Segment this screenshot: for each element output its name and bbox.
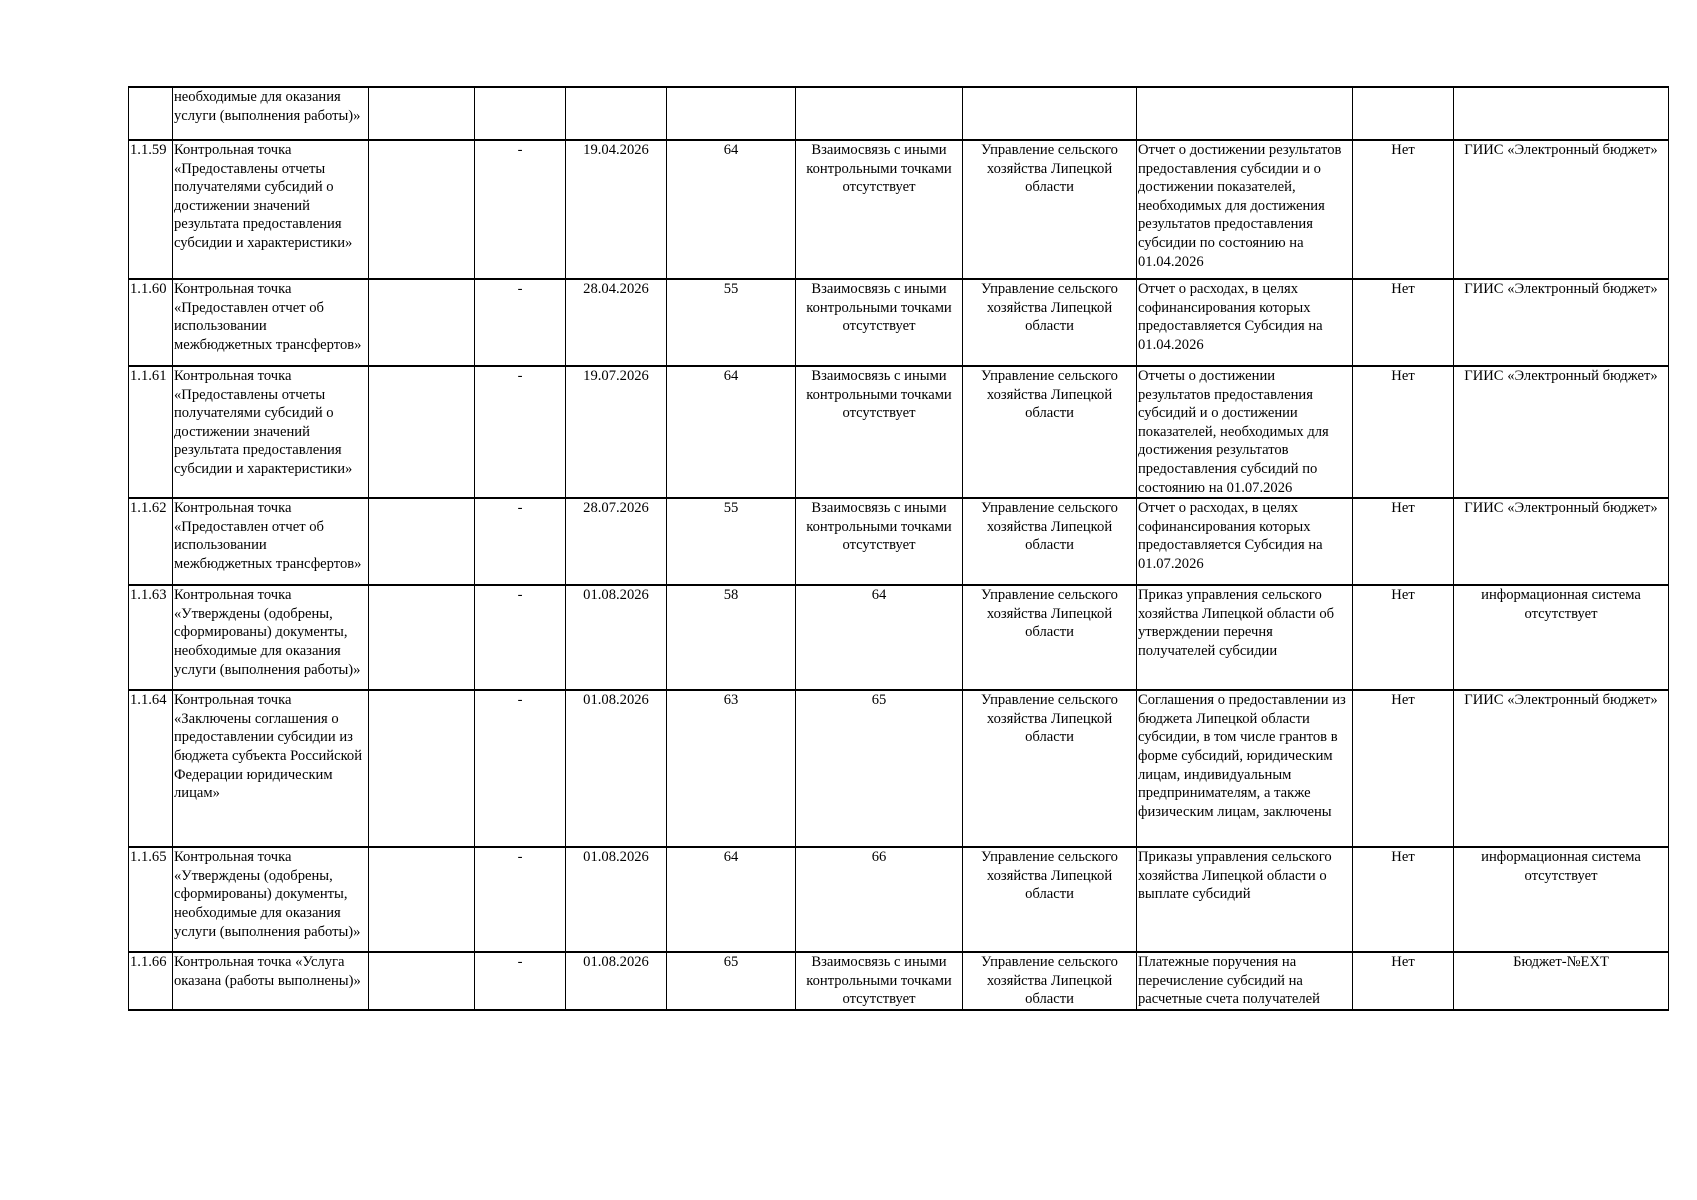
row-number-cell [129,87,173,140]
empty-column-cell [369,690,475,847]
successor-cell: 65 [796,690,963,847]
responsible-cell: Управление сельского хозяйства Липецкой области [963,847,1137,952]
predecessor-cell: 64 [667,140,796,279]
table-row [129,585,1669,690]
dash-cell: - [475,585,566,690]
table-row [129,690,1669,847]
flag-cell: Нет [1353,279,1454,366]
information-system-cell: информационная система отсутствует [1454,847,1669,952]
row-number-cell: 1.1.62 [129,498,173,585]
empty-column-cell [369,952,475,1010]
table-row [129,952,1669,1010]
information-system-cell: ГИИС «Электронный бюджет» [1454,690,1669,847]
information-system-cell: ГИИС «Электронный бюджет» [1454,366,1669,498]
empty-column-cell [369,366,475,498]
report-document-cell: Приказы управления сельского хозяйства Липецкой области о выплате субсидий [1137,847,1353,952]
information-system-cell: ГИИС «Электронный бюджет» [1454,279,1669,366]
empty-column-cell [369,585,475,690]
row-number-cell: 1.1.66 [129,952,173,1010]
control-point-name-cell: Контрольная точка «Утверждены (одобрены, сформированы) документы, необходимые для оказания услуги (выполнения работы)» [173,585,369,690]
responsible-cell: Управление сельского хозяйства Липецкой области [963,585,1137,690]
report-document-cell: Отчет о расходах, в целях софинансирования которых предоставляется Субсидия на 01.04.2026 [1137,279,1353,366]
report-document-cell: Отчет о расходах, в целях софинансирования которых предоставляется Субсидия на 01.07.2026 [1137,498,1353,585]
predecessor-cell: 55 [667,279,796,366]
responsible-cell: Управление сельского хозяйства Липецкой области [963,366,1137,498]
predecessor-cell: 55 [667,498,796,585]
dash-cell: - [475,847,566,952]
flag-cell: Нет [1353,498,1454,585]
table-row [129,279,1669,366]
flag-cell: Нет [1353,690,1454,847]
dash-cell: - [475,690,566,847]
table-row [129,140,1669,279]
control-point-name-cell: Контрольная точка «Предоставлен отчет об использовании межбюджетных трансфертов» [173,279,369,366]
empty-column-cell [369,498,475,585]
information-system-cell: ГИИС «Электронный бюджет» [1454,140,1669,279]
empty-column-cell [369,847,475,952]
control-point-name-cell: Контрольная точка «Услуга оказана (работы выполнены)» [173,952,369,1010]
dash-cell: - [475,498,566,585]
row-number-cell: 1.1.60 [129,279,173,366]
information-system-cell: Бюджет-№EXT [1454,952,1669,1010]
control-point-name-cell: необходимые для оказания услуги (выполнения работы)» [173,87,369,140]
predecessor-cell [667,87,796,140]
responsible-cell: Управление сельского хозяйства Липецкой области [963,498,1137,585]
successor-cell: Взаимосвязь с иными контрольными точками отсутствует [796,279,963,366]
deadline-date-cell [566,87,667,140]
predecessor-cell: 64 [667,366,796,498]
successor-cell [796,87,963,140]
empty-column-cell [369,87,475,140]
deadline-date-cell: 28.07.2026 [566,498,667,585]
successor-cell: Взаимосвязь с иными контрольными точками отсутствует [796,366,963,498]
report-document-cell: Отчеты о достижении результатов предоставления субсидий и о достижении показателей, необходимых для достижения результатов предоставления субсидий по состоянию на 01.07.2026 [1137,366,1353,498]
predecessor-cell: 58 [667,585,796,690]
information-system-cell: ГИИС «Электронный бюджет» [1454,498,1669,585]
flag-cell [1353,87,1454,140]
table-row [129,498,1669,585]
flag-cell: Нет [1353,847,1454,952]
successor-cell: 66 [796,847,963,952]
table-row [129,847,1669,952]
table-row [129,366,1669,498]
row-number-cell: 1.1.59 [129,140,173,279]
responsible-cell: Управление сельского хозяйства Липецкой области [963,952,1137,1010]
responsible-cell: Управление сельского хозяйства Липецкой области [963,279,1137,366]
empty-column-cell [369,279,475,366]
deadline-date-cell: 01.08.2026 [566,690,667,847]
control-point-name-cell: Контрольная точка «Предоставлены отчеты получателями субсидий о достижении значений результата предоставления субсидии и характеристики» [173,366,369,498]
successor-cell: 64 [796,585,963,690]
table-row [129,87,1669,140]
flag-cell: Нет [1353,585,1454,690]
information-system-cell: информационная система отсутствует [1454,585,1669,690]
information-system-cell [1454,87,1669,140]
dash-cell: - [475,366,566,498]
responsible-cell: Управление сельского хозяйства Липецкой области [963,690,1137,847]
deadline-date-cell: 19.04.2026 [566,140,667,279]
row-number-cell: 1.1.61 [129,366,173,498]
row-number-cell: 1.1.63 [129,585,173,690]
flag-cell: Нет [1353,140,1454,279]
deadline-date-cell: 01.08.2026 [566,952,667,1010]
flag-cell: Нет [1353,366,1454,498]
table-body [129,87,1669,1010]
successor-cell: Взаимосвязь с иными контрольными точками отсутствует [796,140,963,279]
predecessor-cell: 63 [667,690,796,847]
responsible-cell: Управление сельского хозяйства Липецкой области [963,140,1137,279]
row-number-cell: 1.1.65 [129,847,173,952]
successor-cell: Взаимосвязь с иными контрольными точками отсутствует [796,498,963,585]
dash-cell: - [475,952,566,1010]
control-point-name-cell: Контрольная точка «Утверждены (одобрены, сформированы) документы, необходимые для оказания услуги (выполнения работы)» [173,847,369,952]
control-point-name-cell: Контрольная точка «Предоставлен отчет об использовании межбюджетных трансфертов» [173,498,369,585]
deadline-date-cell: 19.07.2026 [566,366,667,498]
deadline-date-cell: 01.08.2026 [566,847,667,952]
successor-cell: Взаимосвязь с иными контрольными точками отсутствует [796,952,963,1010]
responsible-cell [963,87,1137,140]
control-point-name-cell: Контрольная точка «Заключены соглашения о предоставлении субсидии из бюджета субъекта Российской Федерации юридическим лицам» [173,690,369,847]
deadline-date-cell: 01.08.2026 [566,585,667,690]
dash-cell: - [475,140,566,279]
report-document-cell [1137,87,1353,140]
flag-cell: Нет [1353,952,1454,1010]
row-number-cell: 1.1.64 [129,690,173,847]
predecessor-cell: 64 [667,847,796,952]
predecessor-cell: 65 [667,952,796,1010]
report-document-cell: Отчет о достижении результатов предоставления субсидии и о достижении показателей, необходимых для достижения результатов предоставления субсидии по состоянию на 01.04.2026 [1137,140,1353,279]
deadline-date-cell: 28.04.2026 [566,279,667,366]
report-document-cell: Приказ управления сельского хозяйства Липецкой области об утверждении перечня получателей субсидии [1137,585,1353,690]
control-points-table [128,86,1669,1011]
report-document-cell: Платежные поручения на перечисление субсидий на расчетные счета получателей [1137,952,1353,1010]
control-point-name-cell: Контрольная точка «Предоставлены отчеты получателями субсидий о достижении значений результата предоставления субсидии и характеристики» [173,140,369,279]
dash-cell: - [475,279,566,366]
report-document-cell: Соглашения о предоставлении из бюджета Липецкой области субсидии, в том числе грантов в форме субсидий, юридическим лицам, индивидуальным предпринимателям, а также физическим лицам, заключены [1137,690,1353,847]
dash-cell [475,87,566,140]
empty-column-cell [369,140,475,279]
